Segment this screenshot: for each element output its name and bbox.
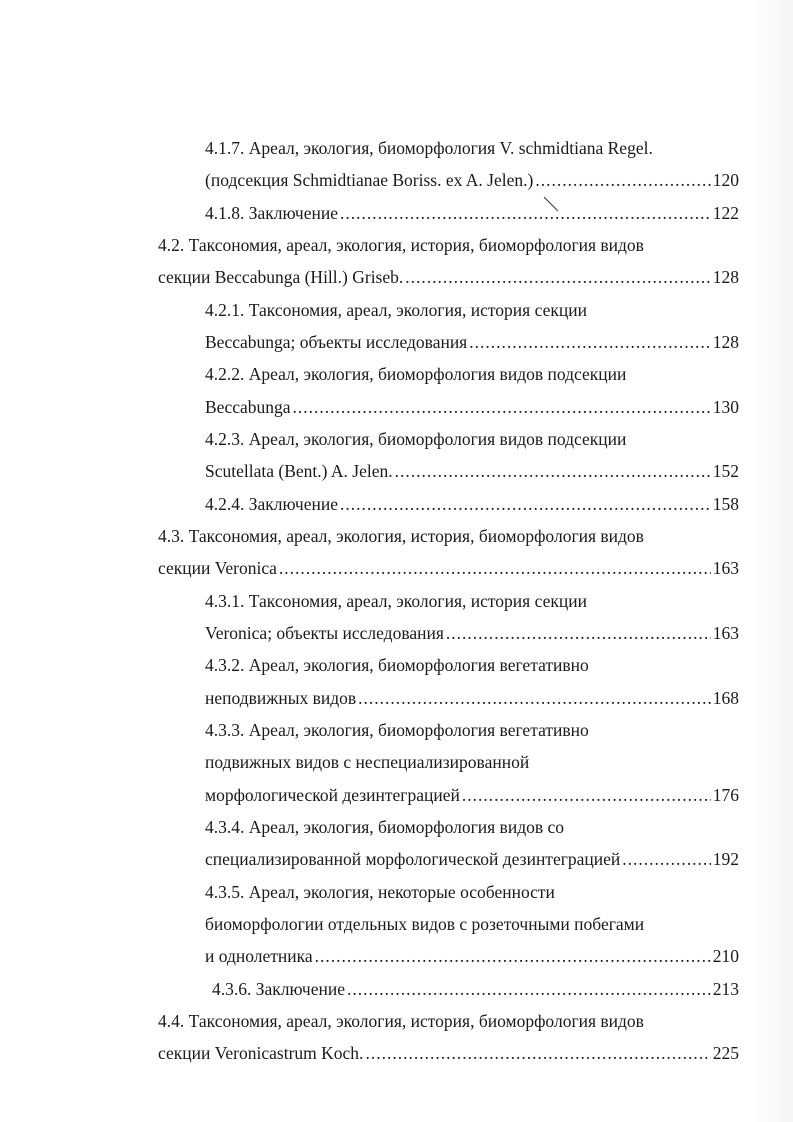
toc-4-3-3-line1: 4.3.3. Ареал, экология, биоморфология вегетативно (205, 720, 589, 740)
leader-dots (358, 682, 711, 714)
toc-4-2-2-line1: 4.2.2. Ареал, экология, биоморфология видов подсекции (205, 364, 627, 384)
page-number: 210 (712, 946, 739, 966)
toc-4-3-1-line2[interactable]: Veronica; объекты исследования ..... 163 (205, 617, 739, 649)
toc-4-3-3-line2: подвижных видов с неспециализированной (205, 752, 530, 772)
toc-4-2-4[interactable]: 4.2.4. Заключение ..... 158 (205, 488, 739, 520)
page-number: 163 (712, 623, 739, 643)
toc-4-2-line1: 4.2. Таксономия, ареал, экология, история, биоморфология видов (158, 235, 644, 255)
page-number: 128 (712, 332, 739, 352)
toc-4-3-3-line3[interactable]: морфологической дезинтеграцией ..... 176 (205, 779, 739, 811)
toc-4-3-2-line2[interactable]: неподвижных видов ..... 168 (205, 682, 739, 714)
toc-4-3-5-line3[interactable]: и однолетника ..... 210 (205, 940, 739, 972)
page-number: 225 (712, 1043, 739, 1063)
toc-4-2-3-line1: 4.2.3. Ареал, экология, биоморфология видов подсекции (205, 429, 627, 449)
page-number: 152 (712, 461, 739, 481)
toc-4-2-line2[interactable]: секции Beccabunga (Hill.) Griseb. ..... 128 (158, 261, 739, 293)
toc-4-1-8[interactable]: 4.1.8. Заключение ..... 122 (205, 197, 739, 229)
toc-4-1-7-line2[interactable]: (подсекция Schmidtianae Boriss. ex A. Jelen.) ..... 120 (205, 164, 739, 196)
page-number: 176 (712, 785, 739, 805)
toc-4-2-1-line1: 4.2.1. Таксономия, ареал, экология, история секции (205, 300, 587, 320)
leader-dots (469, 326, 711, 358)
toc-4-3-1-line1: 4.3.1. Таксономия, ареал, экология, история секции (205, 591, 587, 611)
toc-4-3-line2[interactable]: секции Veronica ..... 163 (158, 552, 739, 584)
leader-dots (622, 843, 710, 875)
page-number: 168 (712, 688, 739, 708)
leader-dots (340, 488, 711, 520)
leader-dots (462, 779, 711, 811)
toc-4-2-2-line2[interactable]: Beccabunga ..... 130 (205, 391, 739, 423)
page-number: 130 (712, 397, 739, 417)
toc-4-4-line1: 4.4. Таксономия, ареал, экология, история, биоморфология видов (158, 1011, 644, 1031)
page-number: 120 (712, 170, 739, 190)
leader-dots (535, 164, 710, 196)
leader-dots (405, 261, 710, 293)
leader-dots (365, 1037, 710, 1069)
page-number: 128 (712, 267, 739, 287)
toc-4-3-5-line2: биоморфологии отдельных видов с розеточными побегами (205, 914, 645, 934)
leader-dots (446, 617, 711, 649)
toc-4-3-4-line2[interactable]: специализированной морфологической дезинтеграцией ..... 192 (205, 843, 739, 875)
page-number: 122 (712, 203, 739, 223)
toc-4-1-7-line1: 4.1.7. Ареал, экология, биоморфология V. schmidtiana Regel. (205, 138, 653, 158)
leader-dots (293, 391, 711, 423)
toc-4-2-1-line2[interactable]: Beccabunga; объекты исследования ..... 128 (205, 326, 739, 358)
toc-4-2-3-line2[interactable]: Scutellata (Bent.) A. Jelen. ..... 152 (205, 455, 739, 487)
page-number: 158 (712, 494, 739, 514)
leader-dots (279, 552, 711, 584)
leader-dots (347, 973, 711, 1005)
toc-4-3-4-line1: 4.3.4. Ареал, экология, биоморфология видов со (205, 817, 564, 837)
toc-4-3-6[interactable]: 4.3.6. Заключение ..... 213 (212, 973, 739, 1005)
toc-4-3-line1: 4.3. Таксономия, ареал, экология, история, биоморфология видов (158, 526, 644, 546)
toc-4-4-line2[interactable]: секции Veronicastrum Koch. ..... 225 (158, 1037, 739, 1069)
toc-4-3-2-line1: 4.3.2. Ареал, экология, биоморфология вегетативно (205, 655, 589, 675)
page-number: 163 (712, 558, 739, 578)
page-number: 213 (712, 979, 739, 999)
page-edge-shadow (753, 0, 793, 1122)
leader-dots (315, 940, 711, 972)
leader-dots (395, 455, 711, 487)
toc-4-3-5-line1: 4.3.5. Ареал, экология, некоторые особенности (205, 882, 555, 902)
leader-dots (340, 197, 711, 229)
page-number: 192 (712, 849, 739, 869)
